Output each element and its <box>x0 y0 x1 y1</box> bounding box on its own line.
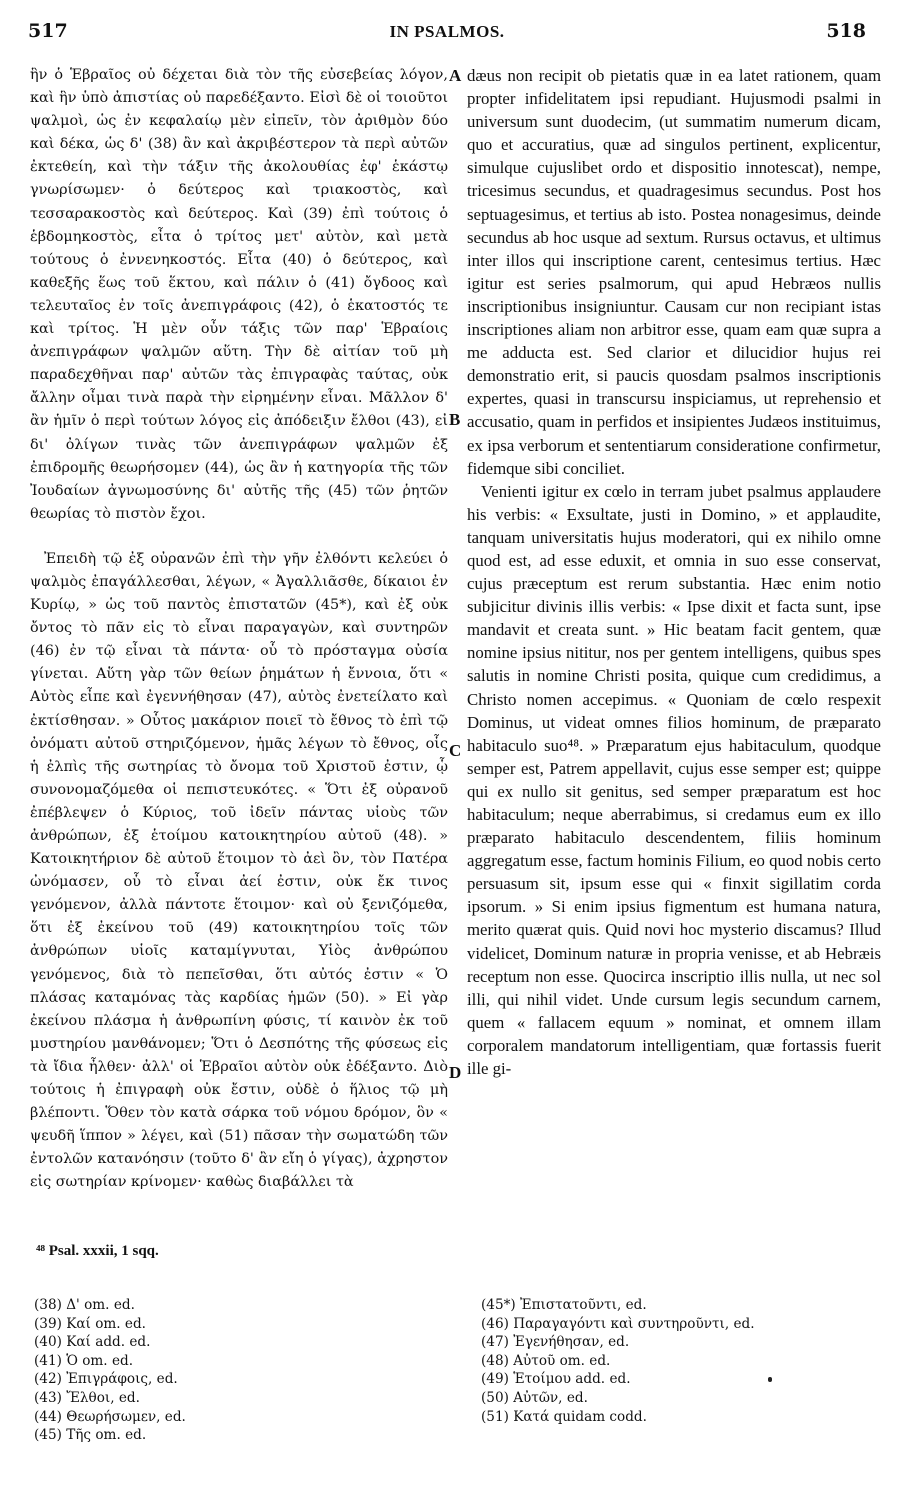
apparatus-note: (39) Καί om. ed. <box>34 1315 146 1332</box>
apparatus-note: (51) Κατά quidam codd. <box>481 1408 647 1425</box>
greek-paragraph-2: Ἐπειδὴ τῷ ἐξ οὐρανῶν ἐπὶ τὴν γῆν ἐλθόντι κελεύει ὁ ψαλμὸς ἐπαγάλλεσθαι, λέγων, « Ἀγαλλιᾶσθε, δίκαιοι ἐν Κυρίῳ, » ὡς τοῦ παντὸς ἐπιστατῶν (45*), καὶ ἐξ οὐκ ὄντος τὸ πᾶν εἰς τὸ εἶναι παραγαγὼν, καὶ συντηρῶν (46) ἐν τῷ εἶναι τὰ πάντα· οὗ τὸ πρόσταγμα οὐσία γίνεται. Αὕτη γὰρ τῶν θείων ῥημάτων ἡ ἔννοια, ὅτι « Αὐτὸς εἶπε καὶ ἐγεννήθησαν (47), αὐτὸς ἐνετείλατο καὶ ἐκτίσθησαν. » Οὗτος μακάριον ποιεῖ τὸ ἔθνος τὸ ἐπὶ τῷ ὀνόματι αὐτοῦ στηριζόμενον, ἡμᾶς λέγων τὸ ἔθνος, οἷς ἡ ἐλπὶς τῆς σωτηρίας τὸ ὄνομα τοῦ Χριστοῦ ἐστιν, ᾧ συνονομαζόμεθα οἱ πεπιστευκότες. « Ὅτι ἐξ οὐρανοῦ ἐπέβλεψεν ὁ Κύριος, τοῦ ἰδεῖν πάντας υἱοὺς τῶν ἀνθρώπων, ἐξ ἑτοίμου κατοικητηρίου αὐτοῦ (48). » Κατοικητήριον δὲ αὐτοῦ ἕτοιμον τὸ ἀεὶ ὂν, τὸν Πατέρα ὠνόμασεν, οὗ τὸ εἶναι ἀεί ἐστιν, οὐκ ἔκ τινος γενόμενον, ἀλλὰ πάντοτε ἕτοιμον· καὶ οὐ ξενιζόμεθα, ὅτι ἐξ ἐκείνου τοῦ (49) κατοικητηρίου τοῖς τῶν ἀνθρώπων υἱοῖς καταμίγνυται, Υἱὸς ἀνθρώπου γενόμενος, διὰ τὸ πεπεῖσθαι, ὅτι αὐτός ἐστιν « Ὁ πλάσας καταμόνας τὰς καρδίας ἡμῶν (50). » Εἰ γὰρ ἐκείνου πλάσμα ἡ ἀνθρωπίνη φύσις, τί καινὸν ἐκ τοῦ μυστηρίου μανθάνομεν; Ὅτι ὁ Δεσπότης τῆς φύσεως εἰς τὰ ἴδια ἦλθεν· ἀλλ' οἱ Ἑβραῖοι αὐτὸν οὐκ ἐδέξαντο. Διὸ τούτοις ἡ ἐπιγραφὴ οὐκ ἔστιν, οὐδὲ ὁ ἥλιος τῷ μὴ βλέποντι. Ὅθεν τὸν κατὰ σάρκα τοῦ νόμου δρόμον, ὃν « ψευδῆ ἵππον » λέγει, καὶ (51) πᾶσαν τὴν σωματώδη τῶν ἐντολῶν κατανόησιν (τοῦτο δ' ἂν εἴη ὁ γίγας), ἀχρηστον εἰς σωτηρίαν κρίνομεν· καθὼς διαβάλλει τὰ <box>30 550 448 1191</box>
apparatus-notes-right <box>481 1296 821 1426</box>
ink-speck <box>768 1377 772 1382</box>
apparatus-note: (45) Τῆς om. ed. <box>34 1427 147 1444</box>
latin-paragraph-2: Venienti igitur ex cœlo in terram jubet psalmus applaudere his verbis: « Exsultate, justi in Domino, » et applaudite, tanquam universitatis hujus moderatori, qui ex nihilo omne quod est, ad esse eduxit, et omnia in suo esse conservat, cujus præceptum est rerum substantia. Hæc enim notio subjicitur divinis illis verbis: « Ipse dixit et facta sunt, ipse mandavit et creata sunt. » Hic beatam facit gentem, quæ nomine ipsius nititur, nos per gentem intelligens, quibus spes salutis in nomine Christi posita, quique cum credidimus, a Christo nomen accepimus. « Quoniam de cœlo respexit Dominus, ut videat omnes filios hominum, de præparato habitaculo suo⁴⁸. » Præparatum ejus habitaculum, quodque semper est, Patrem appellavit, cujus esse semper est; quippe qui ex nullo sit genitus, sed semper præparatum est hoc habitaculum; neque aberrabimus, si credamus eum ex illo præparato habitaculo descendentem, filiis hominum aggregatum esse, factum hominis Filium, eo quod nobis certo persuasum sit, ipsum esse qui « finxit sigillatim corda ipsorum. » Si enim ipsius figmentum est humana natura, merito quærat quis. Quid novi hoc mysterio discamus? Illud videlicet, Dominum naturæ in propria venisse, et ab Hebræis receptum non esse. Quocirca inscriptio illis nulla, ut nec sol illi, qui nihil videt. Unde cursum legis secundum carnem, quem « fallacem equum » nominat, et omnem illam corporalem mandatorum intelligentiam, quæ fortassis fuerit ille gi- <box>467 481 881 1079</box>
apparatus-note: (43) Ἔλθοι, ed. <box>34 1389 140 1406</box>
section-marker-b: B <box>449 410 461 429</box>
section-marker-a: A <box>449 66 462 85</box>
latin-column <box>467 64 881 1080</box>
apparatus-note: (46) Παραγαγόντι καὶ συντηροῦντι, ed. <box>481 1315 755 1332</box>
apparatus-note: (41) Ὁ om. ed. <box>34 1352 134 1369</box>
apparatus-note: (47) Ἐγενήθησαν, ed. <box>481 1334 630 1351</box>
apparatus-note: (44) Θεωρήσωμεν, ed. <box>34 1408 186 1425</box>
greek-paragraph-1: ἣν ὁ Ἑβραῖος οὐ δέχεται διὰ τὸν τῆς εὐσεβείας λόγον, καὶ ἣν ὑπὸ ἀπιστίας οὐ παρεδέξαντο. Εἰσὶ δὲ οἱ τοιοῦτοι ψαλμοὶ, ὡς ἐν κεφαλαίῳ μὲν εἰπεῖν, τὸν ἀριθμὸν δύο καὶ δέκα, ὡς δ' (38) ἂν καὶ ἀκριβέστερον τὰ περὶ αὐτῶν ἐκτεθείη, καὶ τὴν τάξιν τῆς ἀκολουθίας ἐφ' ἑκάστῳ γνωρίσωμεν· ὁ δεύτερος καὶ τριακοστὸς, καὶ τεσσαρακοστὸς καὶ δεύτερος. Καὶ (39) ἐπὶ τούτοις ὁ ἑβδομηκοστὸς, εἶτα ὁ τρίτος μετ' αὐτὸν, καὶ μετὰ τούτους ὁ ἐννενηκοστός. Εἶτα (40) ὁ δεύτερος, καὶ καθεξῆς ἕως τοῦ ἕκτου, καὶ πάλιν ὁ (41) ὄγδοος καὶ τελευταῖος ἐν τοῖς ἀνεπιγράφοις (42), ὁ ἑκατοστός τε καὶ τρίτος. Ἡ μὲν οὖν τάξις τῶν παρ' Ἑβραίοις ἀνεπιγράφων ψαλμῶν αὕτη. Τὴν δὲ αἰτίαν τοῦ μὴ παραδεχθῆναι παρ' αὐτῶν τὰς ἐπιγραφὰς ταύτας, οὐκ ἄλλην οἶμαι τινὰ παρὰ τὴν εἰρημένην εἶναι. Μᾶλλον δ' ἂν ἡμῖν ὁ περὶ τούτων λόγος εἰς ἀπόδειξιν ἔλθοι (43), εἰ δι' ὀλίγων τινὰς τῶν ἀνεπιγράφων ψαλμῶν ἐξ ἐπιδρομῆς θεωρήσομεν (44), ὡς ἂν ἡ κατηγορία τῆς τῶν Ἰουδαίων ἀγνωμοσύνης δι' αὐτῆς τῆς (45) τῶν ῥητῶν θεωρίας τὸ πιστὸν ἔχοι. <box>30 67 448 522</box>
apparatus-note: (38) Δ' om. ed. <box>34 1297 135 1313</box>
page-header <box>28 20 866 48</box>
latin-paragraph-1: dæus non recipit ob pietatis quæ in ea latet rationem, quam propter infidelitatem ipsi repudiant. Hujusmodi psalmi in universum sunt duodecim, (ut summatim numerum dicam, quo et accuratius, quæ ad singulos pertinent, explicentur, simulque cujuslibet ordo et dispositio innotescat), nempe, tricesimus secundus, et quadragesimus secundus. Post hos septuagesimus, et tertius ab isto. Postea nonagesimus, deinde secundus ab hoc usque ad sextum. Rursus octavus, et ultimus inter illos qui inscriptione carent, centesimus tertius. Hæc igitur est series psalmorum, qui apud Hebræos nullis inscriptionibus insigniuntur. Causam cur non recipiant istas inscriptiones aliam non arbitror esse, quam eam quæ supra a me adducta est. Sed clarior et dilucidior hujus rei demonstratio erit, si paucis quosdam psalmos inscriptionis expertes, quasi in transcursu inspiciamus, ut reprehensio et accusatio, quam in perfidos et insipientes Judæos instituimus, ex ipsa verborum et sententiarum consideratione confirmetur, fidemque sibi conciliet. <box>467 66 881 478</box>
apparatus-notes-left <box>34 1296 334 1445</box>
apparatus-note: (48) Αὐτοῦ om. ed. <box>481 1352 611 1369</box>
page-number-right: 518 <box>826 20 866 42</box>
greek-column <box>30 64 448 1195</box>
apparatus-note: (42) Ἐπιγράφοις, ed. <box>34 1371 178 1388</box>
apparatus-note: (45*) Ἐπιστατοῦντι, ed. <box>481 1297 647 1313</box>
page-number-left: 517 <box>28 20 68 42</box>
section-marker-c: C <box>449 741 462 760</box>
scripture-footnote: ⁴⁸ Psal. xxxii, 1 sqq. <box>36 1243 159 1259</box>
apparatus-note: (50) Αὐτῶν, ed. <box>481 1389 588 1406</box>
apparatus-note: (49) Ἑτοίμου add. ed. <box>481 1371 631 1388</box>
section-marker-d: D <box>449 1063 462 1082</box>
apparatus-note: (40) Καί add. ed. <box>34 1334 151 1351</box>
running-title: IN PSALMOS. <box>389 22 505 41</box>
